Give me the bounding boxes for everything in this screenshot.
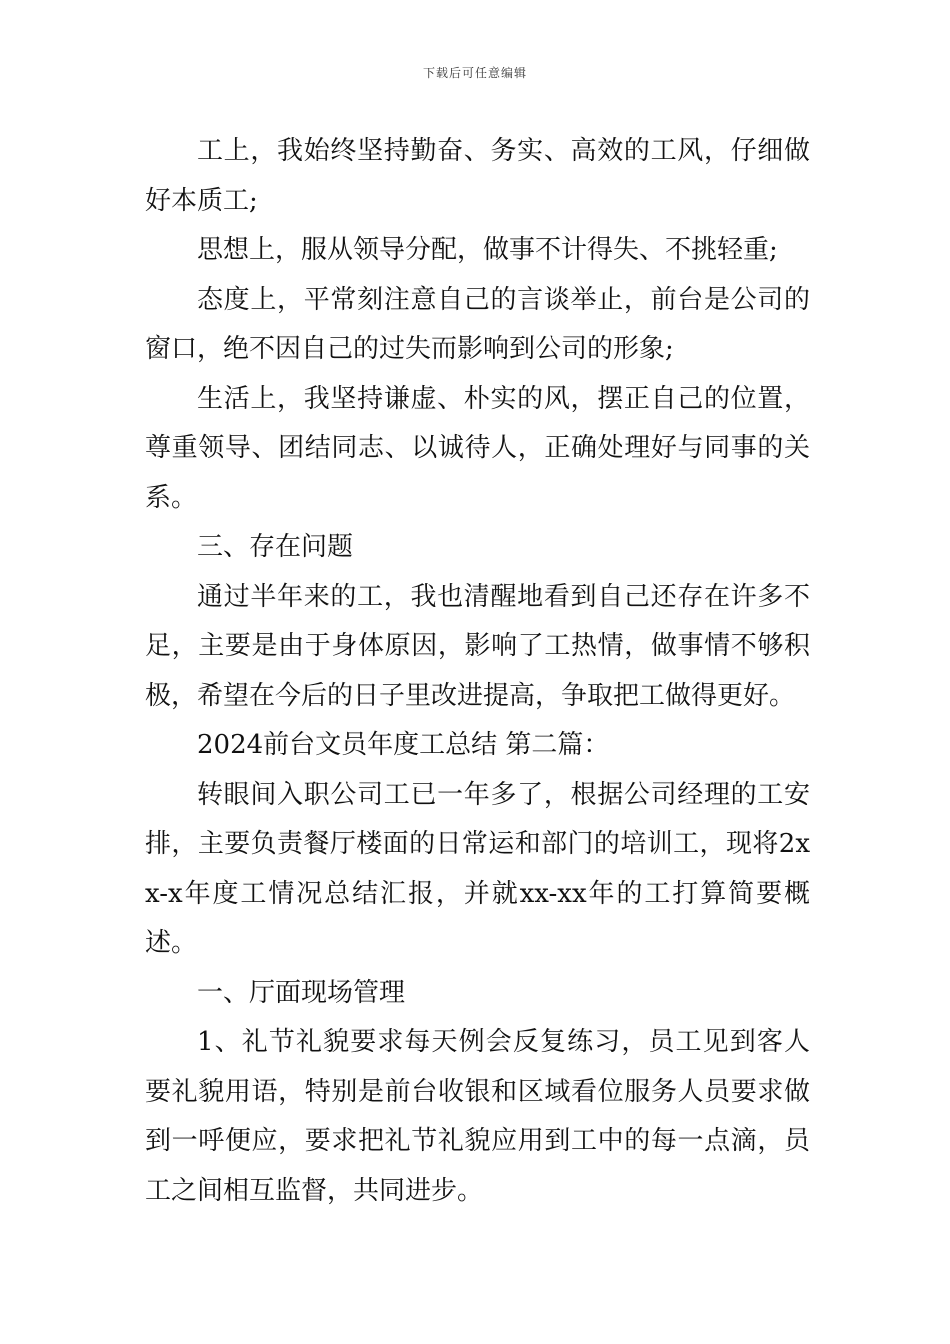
document-body	[145, 127, 810, 1216]
paragraph: 1、礼节礼貌要求每天例会反复练习，员工见到客人要礼貌用语，特别是前台收银和区域看位服务人员要求做到一呼便应，要求把礼节礼貌应用到工中的每一点滴，员工之间相互监督，共同进步。	[145, 1027, 810, 1206]
paragraph: 转眼间入职公司工已一年多了，根据公司经理的工安排，主要负责餐厅楼面的日常运和部门的培训工，现将2xx-x年度工情况总结汇报，并就xx-xx年的工打算简要概述。	[145, 779, 810, 958]
paragraph: 工上，我始终坚持勤奋、务实、高效的工风，仔细做好本质工;	[145, 136, 810, 216]
paragraph: 通过半年来的工，我也清醒地看到自己还存在许多不足，主要是由于身体原因，影响了工热情，做事情不够积极，希望在今后的日子里改进提高，争取把工做得更好。	[145, 581, 810, 711]
paragraph: 态度上，平常刻注意自己的言谈举止，前台是公司的窗口，绝不因自己的过失而影响到公司的形象;	[145, 284, 810, 364]
section-heading: 三、存在问题	[197, 532, 354, 562]
paragraph: 生活上，我坚持谦虚、朴实的风，摆正自己的位置，尊重领导、团结同志、以诚待人，正确处理好与同事的关系。	[145, 383, 810, 513]
page-header: 下载后可任意编辑	[422, 66, 527, 80]
section-heading: 2024前台文员年度工总结 第二篇：	[197, 730, 610, 760]
paragraph: 思想上，服从领导分配，做事不计得失、不挑轻重;	[197, 235, 778, 265]
section-heading: 一、厅面现场管理	[197, 977, 406, 1008]
